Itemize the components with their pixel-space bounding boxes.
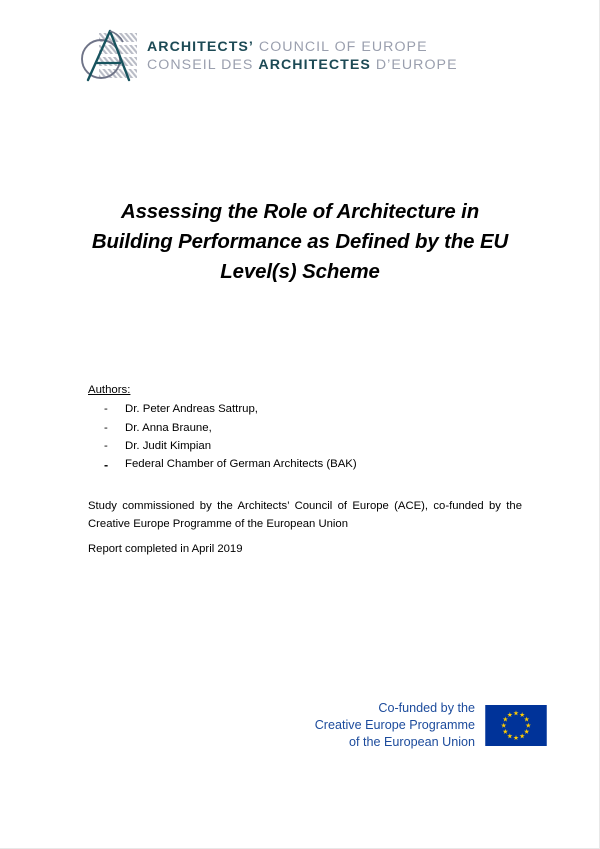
- eu-flag-icon: [485, 705, 547, 746]
- author-bullet-dash: -: [104, 421, 108, 434]
- authors-label: Authors:: [88, 384, 131, 396]
- ace-wordmark-line-en: [147, 38, 458, 56]
- eu-cofunding-caption: [315, 700, 475, 751]
- ace-wordmark-fr-tail: D’EUROPE: [370, 57, 458, 73]
- eu-cofunding-footer: [262, 700, 547, 751]
- ace-wordmark-line-fr: [147, 56, 458, 74]
- eu-caption-line-3: of the European Union: [348, 734, 475, 749]
- list-item: [88, 419, 508, 437]
- list-item: [88, 437, 508, 455]
- list-item: [88, 455, 508, 475]
- author-name: Dr. Peter Andreas Sattrup,: [125, 403, 258, 416]
- ace-wordmark-en-rest: COUNCIL OF EUROPE: [253, 38, 428, 55]
- authors-block: [88, 383, 508, 476]
- report-date: Report completed in April 2019: [88, 543, 243, 556]
- author-bullet-dash: -: [104, 439, 108, 452]
- eu-caption-line-1: Co-funded by the: [378, 701, 475, 715]
- author-bullet-dash: -: [104, 458, 109, 473]
- page-title: Assessing the Role of Architecture in Building Performance as Defined by the EU Level(s) Scheme: [91, 200, 509, 283]
- ace-monogram-icon: [79, 29, 137, 83]
- author-name: Dr. Judit Kimpian: [125, 439, 212, 452]
- commission-note: Study commissioned by the Architects’ Council of Europe (ACE), co-funded by the Creative Europe Programme of the European Union: [88, 500, 522, 530]
- ace-wordmark-fr-lead: CONSEIL DES: [147, 57, 259, 73]
- ace-logo: [79, 29, 458, 83]
- ace-wordmark-en-strong: ARCHITECTS’: [147, 38, 254, 55]
- eu-caption-line-2: Creative Europe Programme: [314, 717, 475, 732]
- ace-wordmark: [147, 38, 458, 74]
- author-name: Dr. Anna Braune,: [125, 421, 212, 434]
- authors-list: [88, 400, 508, 476]
- ace-wordmark-fr-strong: ARCHITECTES: [258, 57, 371, 73]
- author-name: Federal Chamber of German Architects (BAK): [125, 458, 357, 471]
- author-bullet-dash: -: [104, 403, 108, 416]
- list-item: [88, 400, 508, 418]
